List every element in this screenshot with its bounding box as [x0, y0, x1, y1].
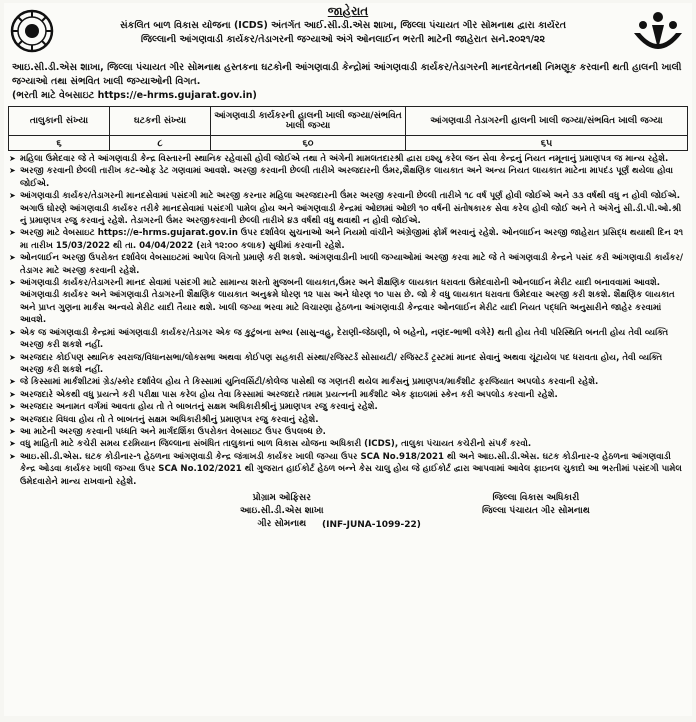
list-item: ➤ આ માટેની અરજી કરવાની પધ્ધતિ અને માર્ગદર્શિકા ઉપરોક્ત વેબસાઇટ ઉપર ઉપલબ્ધ છે.	[9, 426, 326, 437]
list-item: ➤ ઓનલાઈન અરજી ઉપરોક્ત દર્શાવેલ વેબસાઇટમાં આપેલ વિગતો પ્રમાણે કરી શકશે. આંગણવાડીની ખાલી જગ્યાઓમાં અરજી કરવા માટે જે તે આંગણવાડી કેન્દ્રને પસંદ કરી આંગણવાડી કાર્યકર/તેડાગર માટે અરજી કરવાની રહેશે.	[9, 253, 684, 276]
arrow-bullet-icon: ➤	[9, 278, 16, 288]
website-label: (ભરતી માટે વેબસાઇટ	[12, 90, 95, 101]
notice-header	[4, 3, 692, 59]
list-item: ➤ અરજી કરવાની છેલ્લી તારીખ કટ-ઓફ ડેટ ગણવામાં આવશે. અરજી કરવાની છેલ્લી તારીખે અરજદારની ઉંમર,શૈક્ષણિક લાયકાત અને અન્ય નિયત લાયકાત માટેના માપદંડ પૂર્ણ થયેલા હોવા જોઈએ.	[9, 166, 673, 189]
program-officer-signature	[240, 492, 324, 531]
list-item: ➤ અરજદાર અનામત વર્ગમાં આવતા હોય તો તે બાબતનું સક્ષમ અધિકારીશ્રીનું પ્રમાણપત્ર રજુ કરવાનું રહેશે.	[9, 402, 378, 413]
icds-mother-child-icon	[630, 9, 686, 57]
list-item: ➤ આઇ.સી.ડી.એસ. ઘટક કોડીનાર-૧ હેઠળના આંગણવાડી કેન્દ્ર જંત્રાખડી કાર્યકર ખાલી જગ્યા ઉપર SCA No.918/2021 થી અને આઇ.સી.ડી.એસ. ઘટક કોડીનાર-૨ હેઠળના આંગણવાડી કેન્દ્ર ઓડવા કાર્યકર ખાલી જગ્યા ઉપર SCA No.102/2021 થી ગુજરાત હાઈકોર્ટ હેઠળ બન્ને કેસ ચાલુ હોય જે હાઈકોર્ટ દ્વારા આપવામાં આવેલ ફાઇનલ ચુકાદો આ ભરતીમાં પસંદગી પામેલ ઉમેદવારોને માન્ય રાખવાનો રહેશે.	[9, 451, 682, 487]
list-item: ➤ અરજદાર કોઈપણ સ્થાનિક સ્વરાજ/વિધાનસભા/લોકસભા અથવા કોઈપણ સહકારી સંસ્થા/રજિસ્ટર્ડ સોસાયટી/ રજિસ્ટર્ડ ટ્રસ્ટમાં માનદ સેવાનું અથવા ચૂંટાયેલ પદ ધરાવતા હોય, તેવી વ્યક્તિ અરજી કરી શકશે નહીં.	[9, 352, 663, 375]
ddo-title: જિલ્લા વિકાસ અધિકારી	[492, 492, 580, 503]
list-item: ➤ વધુ માહિતી માટે કચેરી સમય દરમિયાન જિલ્લાના સંબંધિત તાલુકાનાં બાળ વિકાસ યોજના અધિકારી (ICDS), તાલુકા પંચાયત કચેરીનો સંપર્ક કરવો.	[9, 439, 532, 450]
header-helper-vacancy: આંગણવાડી તેડાગરની હાલની ખાલી જગ્યા/સંભવિત ખાલી જગ્યા	[406, 107, 688, 136]
list-item: ➤ આંગણવાડી કાર્યકર/તેડાગરની માનદ સેવામાં પસંદગી માટે સામાન્ય શરતો મુજબની લાયકાત,ઉંમર અને શૈક્ષણિક લાયકાત ધરાવતા ઉમેદવારોની ઓનલાઈન મેરીટ યાદી બનાવવામાં આવશે. આંગણવાડી કાર્યકર અને આંગણવાડી તેડાગરની શૈક્ષણિક લાયકાત અનુક્રમે ધોરણ ૧૨ પાસ અને ધોરણ ૧૦ પાસ છે. જો કે વધુ લાયકાત ધરાવતા ઉમેદવાર અરજી કરી શકશે. શૈક્ષણિક લાયકાત અને પ્રાપ્ત ગુણના માર્કસ અન્વયે મેરીટ યાદી તૈયાર થશે. ખાલી જગ્યા ભરવા માટે વિચારણા હેઠળના આંગણવાડી કેન્દ્રવાર ઓનલાઈન મેરીટ યાદી નિયત પદ્ધતિ અનુસારીને જાહેર કરવામાં આવશે.	[9, 278, 675, 326]
list-item: ➤ મહિલા ઉમેદવાર જે તે આંગણવાડી કેન્દ્ર વિસ્તારની સ્થાનિક રહેવાસી હોવી જોઈએ તથા તે અંગેની મામલતદારશ્રી દ્વારા ઇશ્યુ કરેલ જન સેવા કેન્દ્રનું નિયત નમૂનાનું પ્રમાણપત્ર જ માન્ય રહેશે.	[9, 154, 669, 164]
header-ghatak-count: ઘટકની સંખ્યા	[110, 107, 211, 136]
district-panchayat-label: જિલ્લા પંચાયત ગીર સોમનાથ	[482, 505, 590, 516]
gir-somnath-label: ગીર સોમનાથ	[257, 518, 307, 529]
arrow-bullet-icon: ➤	[9, 389, 16, 399]
cell-worker-vacancy: ૬૦	[211, 136, 406, 151]
list-item: ➤ અરજી માટે વેબસાઇટ https://e-hrms.gujarat.gov.in ઉપર દર્શાવેલ સુચનાઓ અને નિયમો વાંચીને અંગ્રેજીમાં ફોર્મ ભરવાનું રહેશે. ઓનલાઈન અરજી જાહેરાત પ્રસિદ્ધ થયાથી દિન ૨૧ મા તારીખ 15/03/2022 થી તા. 04/04/2022 (રાત્રે ૧૨:૦૦ કલાક) સુધીમાં કરવાની રહેશે.	[9, 228, 684, 251]
notice-heading: જાહેરાત	[327, 4, 369, 18]
website-link[interactable]: https://e-hrms.gujarat.gov.in)	[97, 90, 257, 101]
arrow-bullet-icon: ➤	[9, 402, 16, 412]
arrow-bullet-icon: ➤	[9, 166, 16, 176]
arrow-bullet-icon: ➤	[9, 228, 16, 238]
program-officer-title: પ્રોગ્રામ ઓફિસર	[252, 492, 311, 503]
arrow-bullet-icon: ➤	[9, 327, 16, 337]
arrow-bullet-icon: ➤	[9, 414, 16, 424]
list-item: ➤ એક જ આંગણવાડી કેન્દ્રમાં આંગણવાડી કાર્યકર/તેડાગર એક જ કુટુંબના સભ્ય (સાસુ-વહુ, દેરાણી-જેઠાણી, બે બહેનો, નણંદ-ભાભી વગેરે) થતી હોય તેવી પરિસ્થિતિ બનતી હોય તેવી વ્યક્તિ અરજી કરી શકશે નહીં.	[9, 327, 669, 351]
vacancy-table-header-row	[9, 107, 688, 136]
arrow-bullet-icon: ➤	[9, 191, 16, 201]
intro-text: આઇ.સી.ડી.એસ શાખા, જિલ્લા પંચાયત ગીર સોમનાથ હસ્તકના ઘટકોની આંગણવાડી કેન્દ્રોમાં આંગણવાડી કાર્યકર/તેડાગરની માનદવેતનથી નિમણૂક કરવાની થતી હાલની ખાલી જગ્યાઓ તથા સંભવિત ખાલી જગ્યાઓની વિગત.	[12, 62, 682, 87]
list-item: ➤ જે કિસ્સામાં માર્કશીટમાં ગ્રેડ/સ્કોર દર્શાવેલ હોય તે કિસ્સામાં યુનિવર્સિટી/કોલેજ પાસેથી જ ગણતરી થયેલ માર્કસનું પ્રમાણપત્ર/માર્કશીટ ફરજિયાત અપલોડ કરવાની રહેશે.	[9, 377, 599, 388]
arrow-bullet-icon: ➤	[9, 154, 16, 163]
notice-page	[4, 3, 692, 716]
info-code: (INF-JUNA-1099-22)	[322, 519, 421, 530]
arrow-bullet-icon: ➤	[9, 253, 16, 263]
list-item: ➤ અરજદારે એકથી વધુ પ્રયત્ને કરી પરીક્ષા પાસ કરેલ હોય તેવા કિસ્સામાં અરજદારે તમામ પ્રયત્નની માર્કશીટ એક ફાઇલમાં સ્કેન કરી અપલોડ કરવાની રહેશે.	[9, 389, 558, 400]
vacancy-table	[8, 106, 688, 151]
table-row	[9, 136, 688, 151]
notice-line-2: જિલ્લાની આંગણવાડી કાર્યકર/તેડાગરની જગ્યાઓ અંગે ઓનલાઈન ભરતી માટેની જાહેરાત સને.૨૦૨૧/૨૨	[140, 34, 546, 45]
arrow-bullet-icon: ➤	[9, 451, 16, 461]
cell-taluka-count: ૬	[9, 136, 110, 151]
intro-paragraph	[4, 61, 692, 103]
arrow-bullet-icon: ➤	[9, 439, 16, 449]
header-worker-vacancy: આંગણવાડી કાર્યકરની હાલની ખાલી જગ્યા/સંભવિત ખાલી જગ્યા	[211, 107, 406, 136]
arrow-bullet-icon: ➤	[9, 426, 16, 436]
signature-footer	[4, 488, 692, 534]
cell-helper-vacancy: ૬૫	[406, 136, 688, 151]
conditions-list	[8, 153, 688, 488]
ddo-signature	[482, 492, 590, 518]
arrow-bullet-icon: ➤	[9, 352, 16, 362]
notice-line-1: સંકલિત બાળ વિકાસ યોજના (ICDS) અંતર્ગત આઈ.સી.ડી.એસ શાખા, જિલ્લા પંચાયત ગીર સોમનાથ દ્વારા કાર્યરત	[119, 20, 566, 31]
arrow-bullet-icon: ➤	[9, 377, 16, 387]
list-item: ➤ અરજદાર વિધવા હોય તો તે બાબતનું સક્ષમ અધિકારીશ્રીનું પ્રમાણપત્ર રજુ કરવાનું રહેશે.	[9, 414, 319, 425]
cell-ghatak-count: ૮	[110, 136, 211, 151]
list-item: ➤ આંગણવાડી કાર્યકર/તેડાગરની માનદસેવામાં પસંદગી માટે અરજી કરનાર મહિલા અરજદારની ઉંમર અરજી કરવાની છેલ્લી તારીખે ૧૮ વર્ષ પૂર્ણ હોવી જોઈએ અને ૩૩ વર્ષથી વધુ ન હોવી જોઈએ. અગાઉ ઘોરણે આંગણવાડી કાર્યકર તરીકે માનદસેવામાં પસંદગી પામેલ હોય અને આંગણવાડી કેન્દ્રમાં ઓછામાં ઓછી ૧૦ વર્ષની સંતોષકારક સેવા કરેલ હોવી જોઈ અને તે અંગેનું સી.ડી.પી.ઓ.શ્રી નું પ્રમાણપત્ર રજુ કરવાનું રહેશે. તેડાગરની ઉંમર અરજીકરવાની છેલ્લી તારીખે ૪૩ વર્ષથી વધુ થવાથી ન હોવી જોઈએ.	[9, 191, 682, 227]
icds-branch-label: આઇ.સી.ડી.એસ શાખા	[240, 505, 324, 516]
header-taluka-count: તાલુકાની સંખ્યા	[9, 107, 110, 136]
